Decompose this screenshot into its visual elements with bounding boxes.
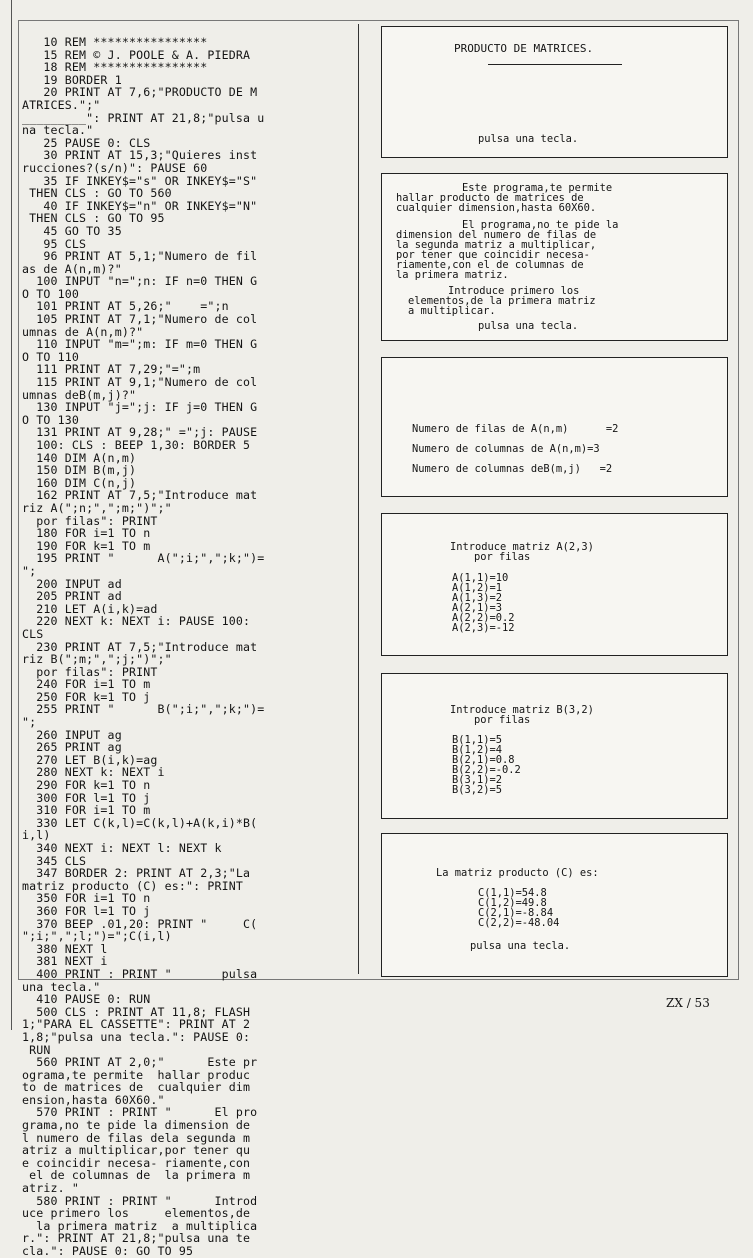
instructions-line: a multiplicar. [408,305,496,317]
listing-line: 370 BEEP .01,20: PRINT " C( [22,916,258,931]
screen-matrix-a [381,513,728,656]
listing-line: O TO 100 [22,286,80,301]
listing-line: 10 REM **************** [22,35,208,49]
listing-line: 381 NEXT i [22,954,108,969]
listing-line: ";i;",";l;")=";C(i,l) [22,929,172,944]
title-underline [488,64,622,65]
listing-line: 100 INPUT "n=";n: IF n=0 THEN G [22,274,258,289]
listing-line: CLS [22,626,44,641]
listing-line: 220 NEXT k: NEXT i: PAUSE 100: [22,614,251,629]
listing-line: matriz producto (C) es:": PRINT [22,878,244,893]
listing-line: 190 FOR k=1 TO m [22,538,151,553]
instructions-line: Introduce primero los [448,285,580,297]
listing-line: por filas": PRINT [22,513,158,528]
instructions-line: Este programa,te permite [462,182,613,194]
listing-line: 150 DIM B(m,j) [22,463,137,478]
page-number: ZX / 53 [666,996,710,1010]
listing-line: 162 PRINT AT 7,5;"Introduce mat [22,488,258,503]
instructions-line: elementos,de la primera matriz [408,295,596,307]
listing-line: 35 IF INKEY$="s" OR INKEY$="S" [22,173,258,188]
listing-line: na tecla." [22,123,94,138]
listing-line: 110 INPUT "m=";m: IF m=0 THEN G [22,337,258,352]
listing-line: atriz a multiplicar,por tener qu [22,1143,251,1158]
listing-line: riz A(";n;",";m;")";" [22,500,172,515]
matrix-a-heading: Introduce matriz A(2,3) [450,541,594,553]
listing-line: grama,no te pide la dimension de [22,1118,251,1133]
product-entry: C(2,2)=-48.04 [478,917,560,929]
listing-line: 340 NEXT i: NEXT l: NEXT k [22,841,222,855]
listing-line: 105 PRINT AT 7,1;"Numero de col [22,312,258,327]
listing-line: 347 BORDER 2: PRINT AT 2,3;"La [22,866,251,881]
listing-line: 250 FOR k=1 TO j [22,689,151,704]
matrix-b-entry: B(1,1)=5 [452,734,503,746]
matrix-b-heading: Introduce matriz B(3,2) [450,704,594,716]
listing-line: 500 CLS : PRINT AT 11,8; FLASH [22,1004,251,1019]
screen-instructions [381,173,728,341]
screen-title [381,26,728,158]
listing-line: 140 DIM A(n,m) [22,450,137,465]
listing-line: THEN CLS : GO TO 560 [22,186,172,201]
listing-line: 300 FOR l=1 TO j [22,790,151,805]
matrix-a-entry: A(1,2)=1 [452,582,503,594]
listing-line: una tecla." [22,979,101,994]
instructions-prompt: pulsa una tecla. [478,320,579,332]
listing-line: 200 INPUT ad [22,576,122,591]
listing-line: r.": PRINT AT 21,8;"pulsa una te [22,1231,251,1246]
listing-line: 230 PRINT AT 7,5;"Introduce mat [22,639,258,654]
listing-line: ograma,te permite hallar produc [22,1067,251,1082]
dimension-line: Numero de filas de A(n,m) =2 [412,423,619,435]
dimension-line: Numero de columnas deB(m,j) =2 [412,463,613,475]
listing-line: el de columnas de la primera m [22,1168,251,1183]
instructions-line: la primera matriz. [396,269,509,281]
matrix-b-entry: B(3,1)=2 [452,774,503,786]
matrix-a-entry: A(2,2)=0.2 [452,612,515,624]
listing-line: 20 PRINT AT 7,6;"PRODUCTO DE M [22,85,258,100]
listing-line: por filas": PRINT [22,664,158,679]
product-entry: C(1,1)=54.8 [478,887,547,899]
listing-line: 115 PRINT AT 9,1;"Numero de col [22,375,258,390]
listing-line: 310 FOR i=1 TO m [22,803,151,818]
listing-line: 101 PRINT AT 5,26;" =";n [22,299,229,314]
title-prompt: pulsa una tecla. [478,133,579,145]
listing-line: 400 PRINT : PRINT " pulsa [22,966,258,981]
matrix-a-entry: A(2,3)=-12 [452,622,515,634]
listing-line: 96 PRINT AT 5,1;"Numero de fil [22,249,258,264]
screen-matrix-b [381,673,728,819]
screen-dimensions [381,357,728,497]
listing-line: 95 CLS [22,236,87,251]
listing-line: 18 REM **************** [22,60,208,75]
listing-line: 25 PAUSE 0: CLS [22,135,151,150]
listing-line: i,l) [22,828,51,843]
listing-line: umnas deB(m,j)?" [22,387,137,402]
listing-line: umnas de A(n,m)?" [22,324,144,339]
listing-line: _________": PRINT AT 21,8;"pulsa u [22,110,265,125]
listing-line: 280 NEXT k: NEXT i [22,765,165,780]
dimension-line: Numero de columnas de A(n,m)=3 [412,443,600,455]
matrix-a-entry: A(1,3)=2 [452,592,503,604]
listing-line: 350 FOR i=1 TO n [22,891,151,906]
listing-line: ension,hasta 60X60." [22,1092,165,1107]
listing-line: uce primero los elementos,de [22,1206,251,1221]
listing-line: 360 FOR l=1 TO j [22,903,151,918]
listing-line: atriz. " [22,1181,80,1196]
listing-line: 260 INPUT ag [22,727,122,742]
listing-line: 30 PRINT AT 15,3;"Quieres inst [22,148,258,163]
product-entry: C(2,1)=-8.84 [478,907,554,919]
listing-line: 40 IF INKEY$="n" OR INKEY$="N" [22,198,258,213]
listing-line: cla.": PAUSE 0: GO TO 95 [22,1244,194,1258]
listing-line: 265 PRINT ag [22,740,122,755]
listing-line: as de A(n,m)?" [22,261,122,276]
listing-line: O TO 110 [22,349,80,364]
matrix-b-heading: por filas [474,714,531,726]
listing-line: 15 REM © J. POOLE & A. PIEDRA [22,47,251,62]
product-heading: La matriz producto (C) es: [436,867,599,879]
page-edge-line [11,0,12,1030]
listing-line: 380 NEXT l [22,941,108,956]
instructions-line: riamente,con el de columnas de [396,259,584,271]
listing-line: 111 PRINT AT 7,29;"=";m [22,362,201,377]
matrix-a-heading: por filas [474,551,531,563]
listing-line: 270 LET B(i,k)=ag [22,752,158,767]
listing-line: 345 CLS [22,853,87,868]
listing-line: 290 FOR k=1 TO n [22,778,151,793]
listing-line: 1;"PARA EL CASSETTE": PRINT AT 2 [22,1017,251,1032]
title-heading: PRODUCTO DE MATRICES. [454,42,594,55]
listing-line: 1,8;"pulsa una tecla.": PAUSE 0: [22,1029,251,1044]
listing-line: rucciones?(s/n)": PAUSE 60 [22,160,208,175]
matrix-a-entry: A(2,1)=3 [452,602,503,614]
instructions-line: la segunda matriz a multiplicar, [396,239,597,251]
listing-line: 130 INPUT "j=";j: IF j=0 THEN G [22,400,258,415]
instructions-line: hallar producto de matrices de [396,192,584,204]
listing-line: 560 PRINT AT 2,0;" Este pr [22,1055,258,1070]
matrix-b-entry: B(3,2)=5 [452,784,503,796]
listing-line: 580 PRINT : PRINT " Introd [22,1193,258,1208]
listing-line: 131 PRINT AT 9,28;" =";j: PAUSE [22,425,258,440]
listing-line: 180 FOR i=1 TO n [22,526,151,541]
listing-line: 160 DIM C(n,j) [22,475,137,490]
instructions-line: dimension del numero de filas de [396,229,597,241]
listing-line: RUN [22,1042,51,1057]
listing-line: 45 GO TO 35 [22,223,122,238]
product-prompt: pulsa una tecla. [470,940,571,952]
listing-line: 195 PRINT " A(";i;",";k;")= [22,551,265,566]
listing-line: "; [22,715,37,730]
listing-line: l numero de filas dela segunda m [22,1130,251,1145]
product-entry: C(1,2)=49.8 [478,897,547,909]
listing-line: e coincidir necesa- riamente,con [22,1155,251,1170]
matrix-a-entry: A(1,1)=10 [452,572,509,584]
matrix-b-entry: B(1,2)=4 [452,744,503,756]
listing-line: 255 PRINT " B(";i;",";k;")= [22,702,265,717]
listing-line: to de matrices de cualquier dim [22,1080,251,1095]
listing-line: THEN CLS : GO TO 95 [22,211,165,226]
listing-line: 410 PAUSE 0: RUN [22,992,151,1007]
instructions-line: por tener que coincidir necesa- [396,249,590,261]
listing-line: 205 PRINT ad [22,589,122,604]
instructions-line: El programa,no te pide la [462,219,619,231]
listing-line: "; [22,563,37,578]
listing-line: 100: CLS : BEEP 1,30: BORDER 5 [22,438,251,452]
listing-line: la primera matriz a multiplica [22,1218,258,1233]
listing-line: 570 PRINT : PRINT " El pro [22,1105,258,1120]
listing-line: 240 FOR i=1 TO m [22,677,151,692]
listing-line: 330 LET C(k,l)=C(k,l)+A(k,i)*B( [22,815,258,830]
listing-line: O TO 130 [22,412,80,427]
column-divider [358,24,359,974]
matrix-b-entry: B(2,2)=-0.2 [452,764,521,776]
instructions-line: cualquier dimension,hasta 60X60. [396,202,597,214]
listing-line: 19 BORDER 1 [22,72,122,87]
screen-product [381,833,728,977]
matrix-b-entry: B(2,1)=0.8 [452,754,515,766]
basic-program-listing [22,35,348,1258]
listing-line: riz B(";m;",";j;")";" [22,652,172,667]
listing-line: 210 LET A(i,k)=ad [22,601,158,616]
listing-line: ATRICES.";" [22,97,101,112]
